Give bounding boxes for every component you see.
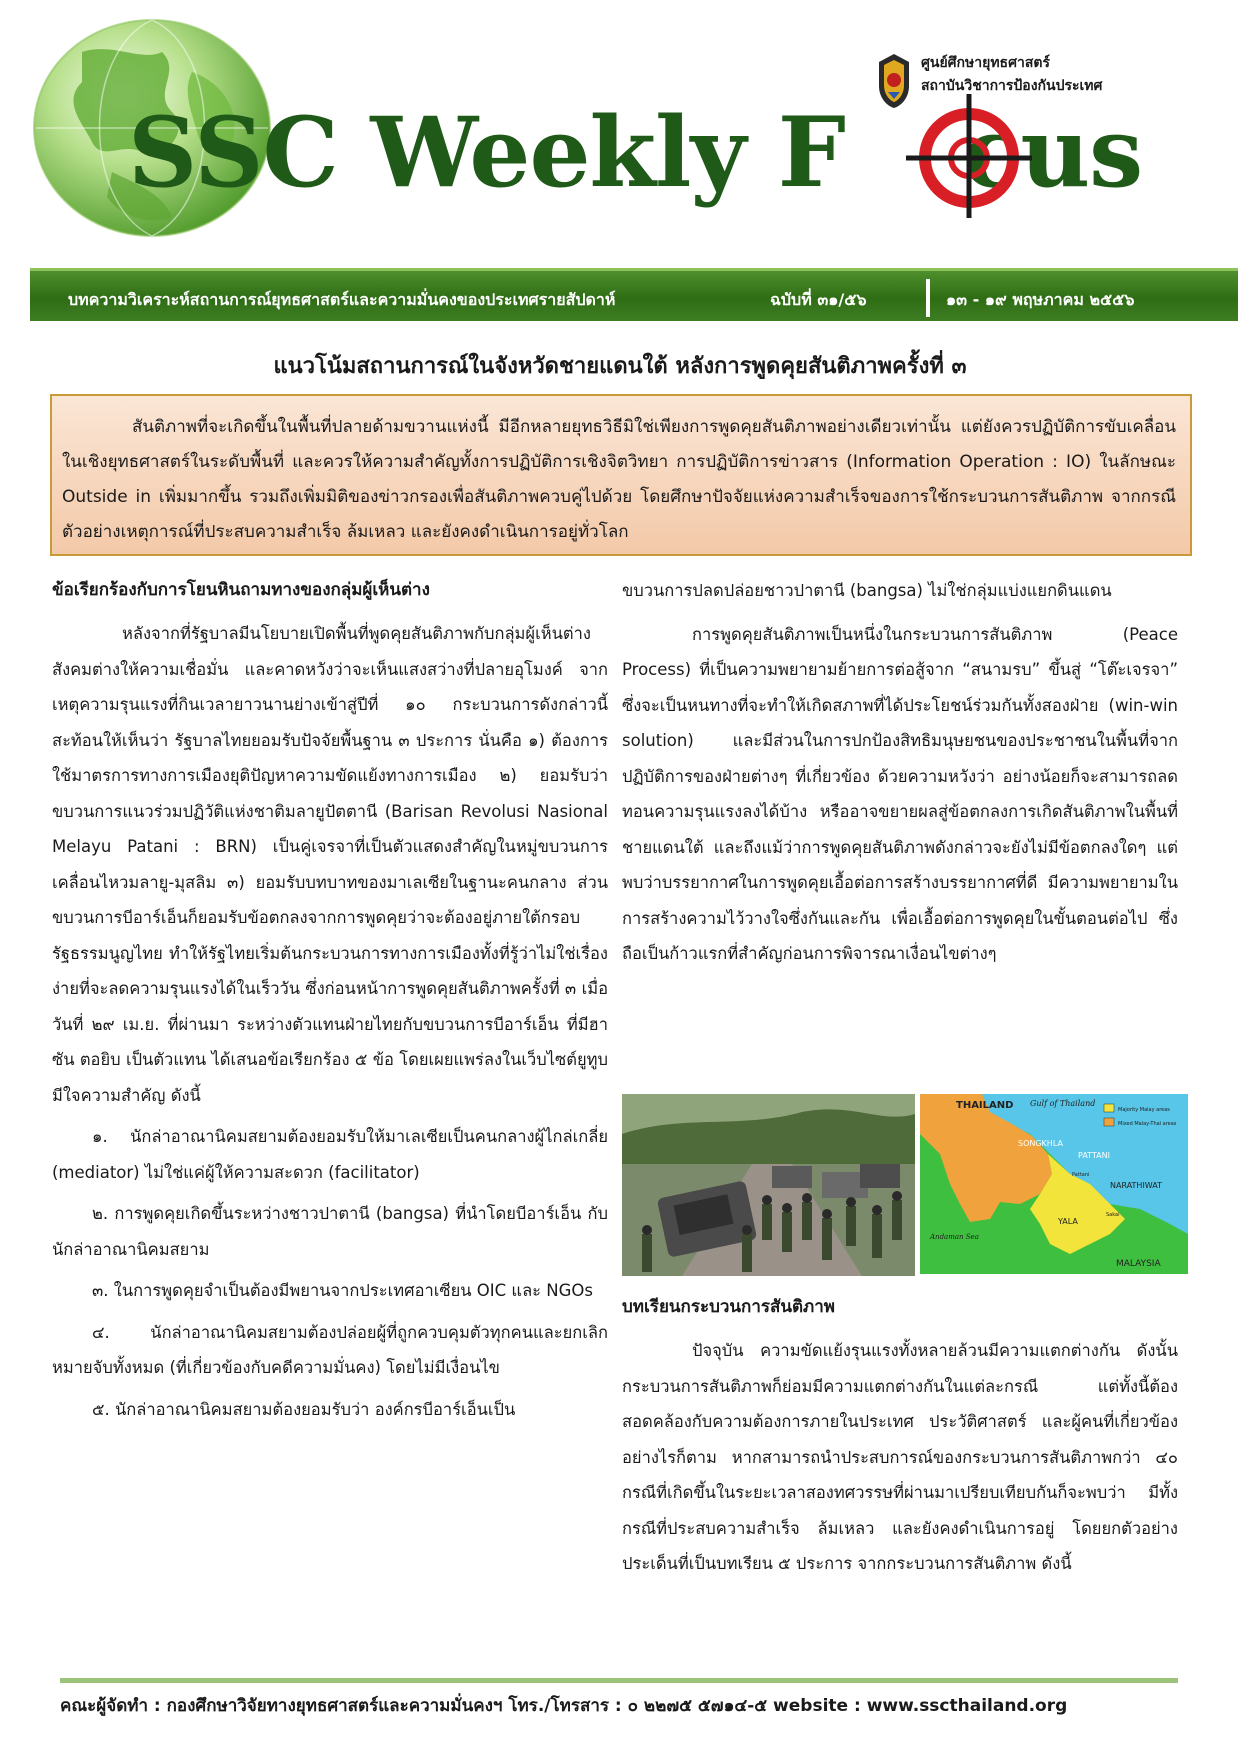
right-column-lower [622, 1290, 1178, 1588]
org-name-line1: ศูนย์ศึกษายุทธศาสตร์ [921, 55, 1050, 71]
article-headline: แนวโน้มสถานการณ์ในจังหวัดชายแดนใต้ หลังการพูดคุยสันติภาพครั้งที่ ๓ [273, 354, 967, 379]
southern-thailand-map [920, 1094, 1188, 1274]
map-label-pattani: PATTANI [1078, 1151, 1110, 1160]
soldiers-photo [622, 1094, 915, 1276]
demand-item-2: ๒. การพูดคุยเกิดขึ้นระหว่างชาวปาตานี (bangsa) ที่นำโดยบีอาร์เอ็น กับนักล่าอาณานิคมสยาม [52, 1204, 608, 1259]
map-label-narathiwat: NARATHIWAT [1110, 1181, 1163, 1190]
map-label-andaman: Andaman Sea [930, 1233, 979, 1241]
demand-item-5: ๕. นักล่าอาณานิคมสยามต้องยอมรับว่า องค์กรบีอาร์เอ็นเป็น [92, 1399, 516, 1419]
issue-date: ๑๓ - ๑๙ พฤษภาคม ๒๕๕๖ [946, 290, 1135, 309]
masthead-title-part1: SSC Weekly F [128, 96, 845, 209]
issue-banner [30, 268, 1238, 321]
lessons-paragraph: ปัจจุบัน ความขัดแย้งรุนแรงทั้งหลายล้วนมีความแตกต่างกัน ดังนั้น กระบวนการสันติภาพก็ย่อมมีความแตกต่างกันในแต่ละกรณี แต่ทั้งนี้ต้องสอดคล้องกับความต้องการภายในประเทศ ประวัติศาสตร์ และผู้คนที่เกี่ยวข้อง อย่างไรก็ตาม หากสามารถนำประสบการณ์ของกระบวนการสันติภาพกว่า ๔๐ กรณีที่เกิดขึ้นในระยะเวลาสองทศวรรษที่ผ่านมาเปรียบเทียบกันก็จะพบว่า มีทั้งกรณีที่ประสบความสำเร็จ ล้มเหลว และยังคงดำเนินการอยู่ โดยยกตัวอย่างประเด็นที่เป็นบทเรียน ๕ ประการ จากกระบวนการสันติภาพ ดังนี้ [622, 1341, 1178, 1573]
left-column [52, 573, 608, 1433]
figure-row [622, 1094, 1188, 1276]
masthead [0, 0, 1240, 268]
map-label-songkhla: SONGKHLA [1018, 1139, 1063, 1148]
abstract-text: สันติภาพที่จะเกิดขึ้นในพื้นที่ปลายด้ามขวานแห่งนี้ มีอีกหลายยุทธวิธีมิใช่เพียงการพูดคุยสันติภาพอย่างเดียวเท่านั้น แต่ยังควรปฏิบัติการขับเคลื่อนในเชิงยุทธศาสตร์ในระดับพื้นที่ และควรให้ความสำคัญทั้งการปฏิบัติการเชิงจิตวิทยา การปฏิบัติการข่าวสาร (Information Operation : IO) ในลักษณะ Outside in เพิ่มมากขึ้น รวมถึงเพิ่มมิติของข่าวกรองเพื่อสันติภาพควบคู่ไปด้วย โดยศึกษาปัจจัยแห่งความสำเร็จของการใช้กระบวนการสันติภาพ จากกรณีตัวอย่างเหตุการณ์ที่ประสบความสำเร็จ ล้มเหลว และยังคงดำเนินการอยู่ทั่วโลก [62, 417, 1176, 542]
peace-process-paragraph: การพูดคุยสันติภาพเป็นหนึ่งในกระบวนการสันติภาพ (Peace Process) ที่เป็นความพยายามย้ายการต่อสู้จาก “สนามรบ” ขึ้นสู่ “โต๊ะเจรจา” ซึ่งจะเป็นหนทางที่จะทำให้เกิดสภาพที่ได้ประโยชน์ร่วมกันทั้งสองฝ่าย (win-win solution) และมีส่วนในการปกป้องสิทธิมนุษยชนของประชาชนในพื้นที่จากปฏิบัติการของฝ่ายต่างๆ ที่เกี่ยวข้อง ด้วยความหวังว่า อย่างน้อยก็จะสามารถลดทอนความรุนแรงลงได้บ้าง หรืออาจขยายผลสู่ข้อตกลงการเกิดสันติภาพในพื้นที่ชายแดนใต้ และถึงแม้ว่าการพูดคุยสันติภาพดังกล่าวจะยังไม่มีข้อตกลงใดๆ แต่พบว่าบรรยากาศในการพูดคุยเอื้อต่อการสร้างบรรยากาศที่ดี มีความพยายามในการสร้างความไว้วางใจซึ่งกันและกัน เพื่อเอื้อต่อการพูดคุยในขั้นตอนต่อไป ซึ่งถือเป็นก้าวแรกที่สำคัญก่อนการพิจารณาเงื่อนไขต่างๆ [622, 624, 1178, 963]
map-legend-2: Mixed Malay-Thai areas [1118, 1121, 1177, 1127]
crosshair-target-icon [906, 92, 1032, 220]
footer-text: คณะผู้จัดทำ : กองศึกษาวิจัยทางยุทธศาสตร์และความมั่นคงฯ โทร./โทรสาร : ๐ ๒๒๗๕ ๕๗๑๔-๕ website : www.sscthailand.org [60, 1696, 1068, 1716]
map-label-yala: YALA [1058, 1217, 1078, 1226]
map-label-sakai: Sakai [1106, 1212, 1120, 1218]
map-legend-1: Majority Malay areas [1118, 1107, 1170, 1113]
continuation-text: ขบวนการปลดปล่อยชาวปาตานี (bangsa) ไม่ใช่กลุ่มแบ่งแยกดินแดน [622, 581, 1112, 600]
demand-item-1: ๑. นักล่าอาณานิคมสยามต้องยอมรับให้มาเลเซียเป็นคนกลางผู้ไกล่เกลี่ย (mediator) ไม่ใช่แค่ผู้ให้ความสะดวก (facilitator) [52, 1127, 608, 1182]
footer-rule [60, 1678, 1178, 1683]
abstract-box [50, 394, 1192, 556]
footer-credits [60, 1692, 1178, 1719]
demand-item-4: ๔. นักล่าอาณานิคมสยามต้องปล่อยผู้ที่ถูกควบคุมตัวทุกคนและยกเลิกหมายจับทั้งหมด (ที่เกี่ยวข้องกับคดีความมั่นคง) โดยไม่มีเงื่อนไข [52, 1322, 608, 1377]
map-label-pattani-small: Pattani [1072, 1172, 1090, 1178]
banner-subtitle: บทความวิเคราะห์สถานการณ์ยุทธศาสตร์และความมั่นคงของประเทศรายสัปดาห์ [68, 290, 616, 309]
map-label-gulf: Gulf of Thailand [1030, 1099, 1096, 1108]
right-column [622, 573, 1178, 978]
section-heading-demands: ข้อเรียกร้องกับการโยนหินถามทางของกลุ่มผู้เห็นต่าง [52, 580, 430, 600]
left-paragraph: หลังจากที่รัฐบาลมีนโยบายเปิดพื้นที่พูดคุยสันติภาพกับกลุ่มผู้เห็นต่าง สังคมต่างให้ความเชื่อมั่น และคาดหวังว่าจะเห็นแสงสว่างที่ปลายอุโมงค์ จากเหตุความรุนแรงที่กินเวลายาวนานย่างเข้าสู่ปีที่ ๑๐ กระบวนการดังกล่าวนี้สะท้อนให้เห็นว่า รัฐบาลไทยยอมรับปัจจัยพื้นฐาน ๓ ประการ นั่นคือ ๑) ต้องการใช้มาตรการทางการเมืองยุติปัญหาความขัดแย้งทางการเมือง ๒) ยอมรับว่าขบวนการแนวร่วมปฏิวัติแห่งชาติมลายูปัตตานี (Barisan Revolusi Nasional Melayu Patani : BRN) เป็นคู่เจรจาที่เป็นตัวแสดงสำคัญในหมู่ขบวนการเคลื่อนไหวมลายู-มุสลิม ๓) ยอมรับบทบาทของมาเลเซียในฐานะคนกลาง ส่วนขบวนการบีอาร์เอ็นก็ยอมรับข้อตกลงจากการพูดคุยว่าจะต้องอยู่ภายใต้กรอบรัฐธรรมนูญไทย ทำให้รัฐไทยเริ่มต้นกระบวนการทางการเมืองทั้งที่รู้ว่าไม่ใช่เรื่องง่ายที่จะลดความรุนแรงได้ในเร็ววัน ซึ่งก่อนหน้าการพูดคุยสันติภาพครั้งที่ ๓ เมื่อวันที่ ๒๙ เม.ย. ที่ผ่านมา ระหว่างตัวแทนฝ่ายไทยกับขบวนการบีอาร์เอ็น ที่มีฮาซัน ตอยิบ เป็นตัวแทน ได้เสนอข้อเรียกร้อง ๕ ข้อ โดยเผยแพร่ลงในเว็บไซต์ยูทูบ มีใจความสำคัญ ดังนี้ [52, 624, 608, 1105]
masthead-title-part2: cus [962, 96, 1143, 209]
banner-divider [926, 279, 930, 317]
map-label-malaysia: MALAYSIA [1116, 1259, 1161, 1269]
org-name-line2: สถาบันวิชาการป้องกันประเทศ [921, 78, 1103, 94]
demand-item-3: ๓. ในการพูดคุยจำเป็นต้องมีพยานจากประเทศอาเซียน OIC และ NGOs [92, 1281, 593, 1300]
section-heading-lessons: บทเรียนกระบวนการสันติภาพ [622, 1297, 835, 1317]
map-label-thailand: THAILAND [956, 1100, 1014, 1111]
issue-number: ฉบับที่ ๓๑/๕๖ [770, 290, 867, 309]
